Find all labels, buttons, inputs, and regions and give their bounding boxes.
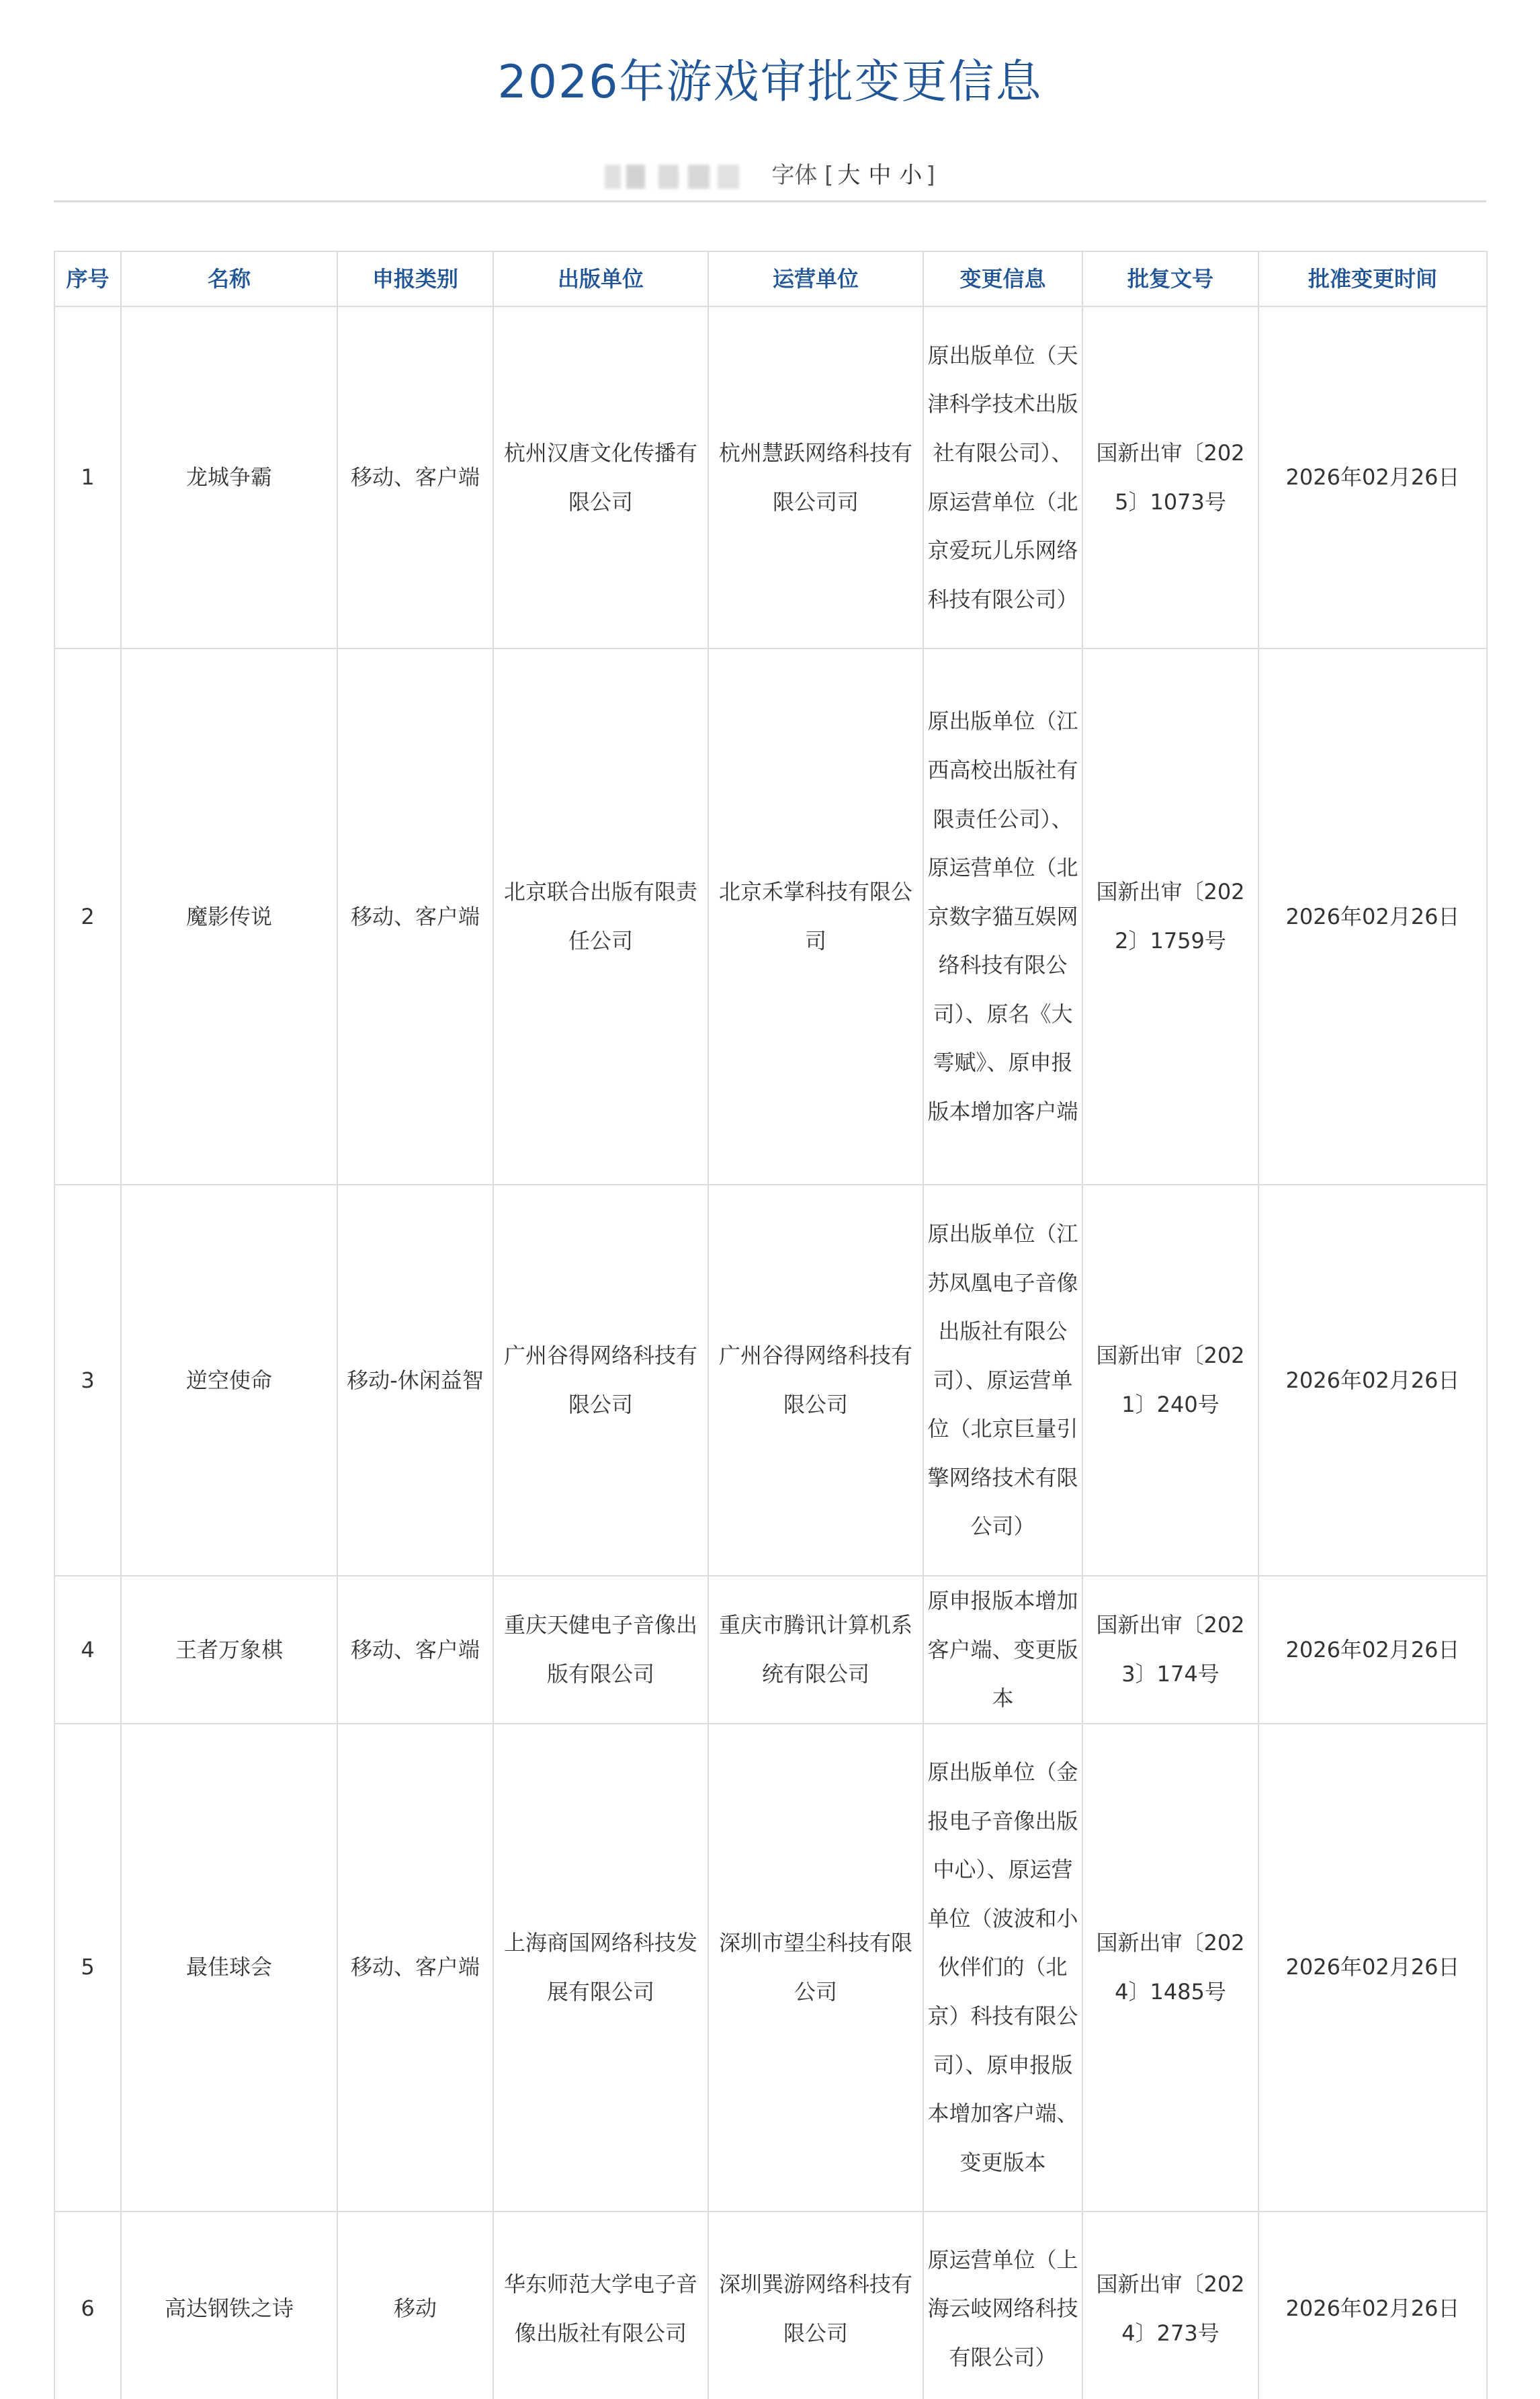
header-no: 序号	[54, 251, 121, 306]
table-row	[54, 306, 1487, 648]
source-info-redacted	[605, 165, 739, 189]
page-title: 2026年游戏审批变更信息	[497, 56, 1043, 109]
cell-approval: 国新出审〔2025〕1073号	[1082, 306, 1258, 648]
cell-category: 移动、客户端	[337, 1724, 493, 2212]
cell-name: 最佳球会	[121, 1724, 337, 2212]
cell-category: 移动、客户端	[337, 648, 493, 1185]
cell-date: 2026年02月26日	[1258, 306, 1487, 648]
cell-category: 移动	[337, 2212, 493, 2399]
font-size-small-button[interactable]: 小	[899, 162, 923, 189]
divider	[54, 200, 1486, 202]
cell-operator: 深圳市望尘科技有限公司	[708, 1724, 923, 2212]
cell-approval: 国新出审〔2021〕240号	[1082, 1185, 1258, 1576]
cell-change: 原出版单位（天津科学技术出版社有限公司）、原运营单位（北京爱玩儿乐网络科技有限公司）	[923, 306, 1082, 648]
approval-change-table	[54, 251, 1488, 2399]
cell-no: 3	[54, 1185, 121, 1576]
cell-change: 原运营单位（上海云岐网络科技有限公司）	[923, 2212, 1082, 2399]
table-row	[54, 1185, 1487, 1576]
cell-approval: 国新出审〔2022〕1759号	[1082, 648, 1258, 1185]
table-row	[54, 648, 1487, 1185]
cell-publisher: 广州谷得网络科技有限公司	[493, 1185, 708, 1576]
header-publisher: 出版单位	[493, 251, 708, 306]
cell-name: 高达钢铁之诗	[121, 2212, 337, 2399]
table-row	[54, 2212, 1487, 2399]
cell-no: 6	[54, 2212, 121, 2399]
table-row	[54, 1576, 1487, 1724]
article-meta	[0, 159, 1540, 192]
cell-publisher: 重庆天健电子音像出版有限公司	[493, 1576, 708, 1724]
header-date: 批准变更时间	[1258, 251, 1487, 306]
cell-name: 龙城争霸	[121, 306, 337, 648]
cell-no: 4	[54, 1576, 121, 1724]
cell-date: 2026年02月26日	[1258, 1576, 1487, 1724]
cell-no: 1	[54, 306, 121, 648]
cell-operator: 深圳巽游网络科技有限公司	[708, 2212, 923, 2399]
table-header-row	[54, 251, 1487, 306]
cell-date: 2026年02月26日	[1258, 1185, 1487, 1576]
cell-category: 移动-休闲益智	[337, 1185, 493, 1576]
cell-no: 5	[54, 1724, 121, 2212]
font-size-medium-button[interactable]: 中	[868, 162, 892, 189]
font-size-large-button[interactable]: 大	[837, 162, 861, 189]
cell-publisher: 华东师范大学电子音像出版社有限公司	[493, 2212, 708, 2399]
cell-date: 2026年02月26日	[1258, 1724, 1487, 2212]
cell-date: 2026年02月26日	[1258, 648, 1487, 1185]
cell-change: 原出版单位（江苏凤凰电子音像出版社有限公司）、原运营单位（北京巨量引擎网络技术有限公司）	[923, 1185, 1082, 1576]
cell-category: 移动、客户端	[337, 1576, 493, 1724]
cell-change: 原出版单位（金报电子音像出版中心）、原运营单位（波波和小伙伴们的（北京）科技有限公司）、原申报版本增加客户端、变更版本	[923, 1724, 1082, 2212]
font-size-label: 字体	[771, 162, 818, 189]
cell-approval: 国新出审〔2023〕174号	[1082, 1576, 1258, 1724]
cell-publisher: 上海商国网络科技发展有限公司	[493, 1724, 708, 2212]
cell-approval: 国新出审〔2024〕273号	[1082, 2212, 1258, 2399]
header-category: 申报类别	[337, 251, 493, 306]
header-approval: 批复文号	[1082, 251, 1258, 306]
table-row	[54, 1724, 1487, 2212]
cell-category: 移动、客户端	[337, 306, 493, 648]
font-size-bracket-open: [	[817, 162, 834, 189]
header-change: 变更信息	[923, 251, 1082, 306]
cell-publisher: 北京联合出版有限责任公司	[493, 648, 708, 1185]
cell-operator: 北京禾掌科技有限公司	[708, 648, 923, 1185]
cell-approval: 国新出审〔2024〕1485号	[1082, 1724, 1258, 2212]
cell-publisher: 杭州汉唐文化传播有限公司	[493, 306, 708, 648]
cell-change: 原申报版本增加客户端、变更版本	[923, 1576, 1082, 1724]
font-size-bracket-close: ]	[926, 162, 935, 189]
cell-name: 逆空使命	[121, 1185, 337, 1576]
cell-operator: 重庆市腾讯计算机系统有限公司	[708, 1576, 923, 1724]
cell-date: 2026年02月26日	[1258, 2212, 1487, 2399]
header-operator: 运营单位	[708, 251, 923, 306]
header-name: 名称	[121, 251, 337, 306]
cell-operator: 广州谷得网络科技有限公司	[708, 1185, 923, 1576]
cell-no: 2	[54, 648, 121, 1185]
cell-operator: 杭州慧跃网络科技有限公司司	[708, 306, 923, 648]
cell-name: 魔影传说	[121, 648, 337, 1185]
cell-name: 王者万象棋	[121, 1576, 337, 1724]
cell-change: 原出版单位（江西高校出版社有限责任公司）、原运营单位（北京数字猫互娱网络科技有限公司）、原名《大雩赋》、原申报版本增加客户端	[923, 648, 1082, 1185]
